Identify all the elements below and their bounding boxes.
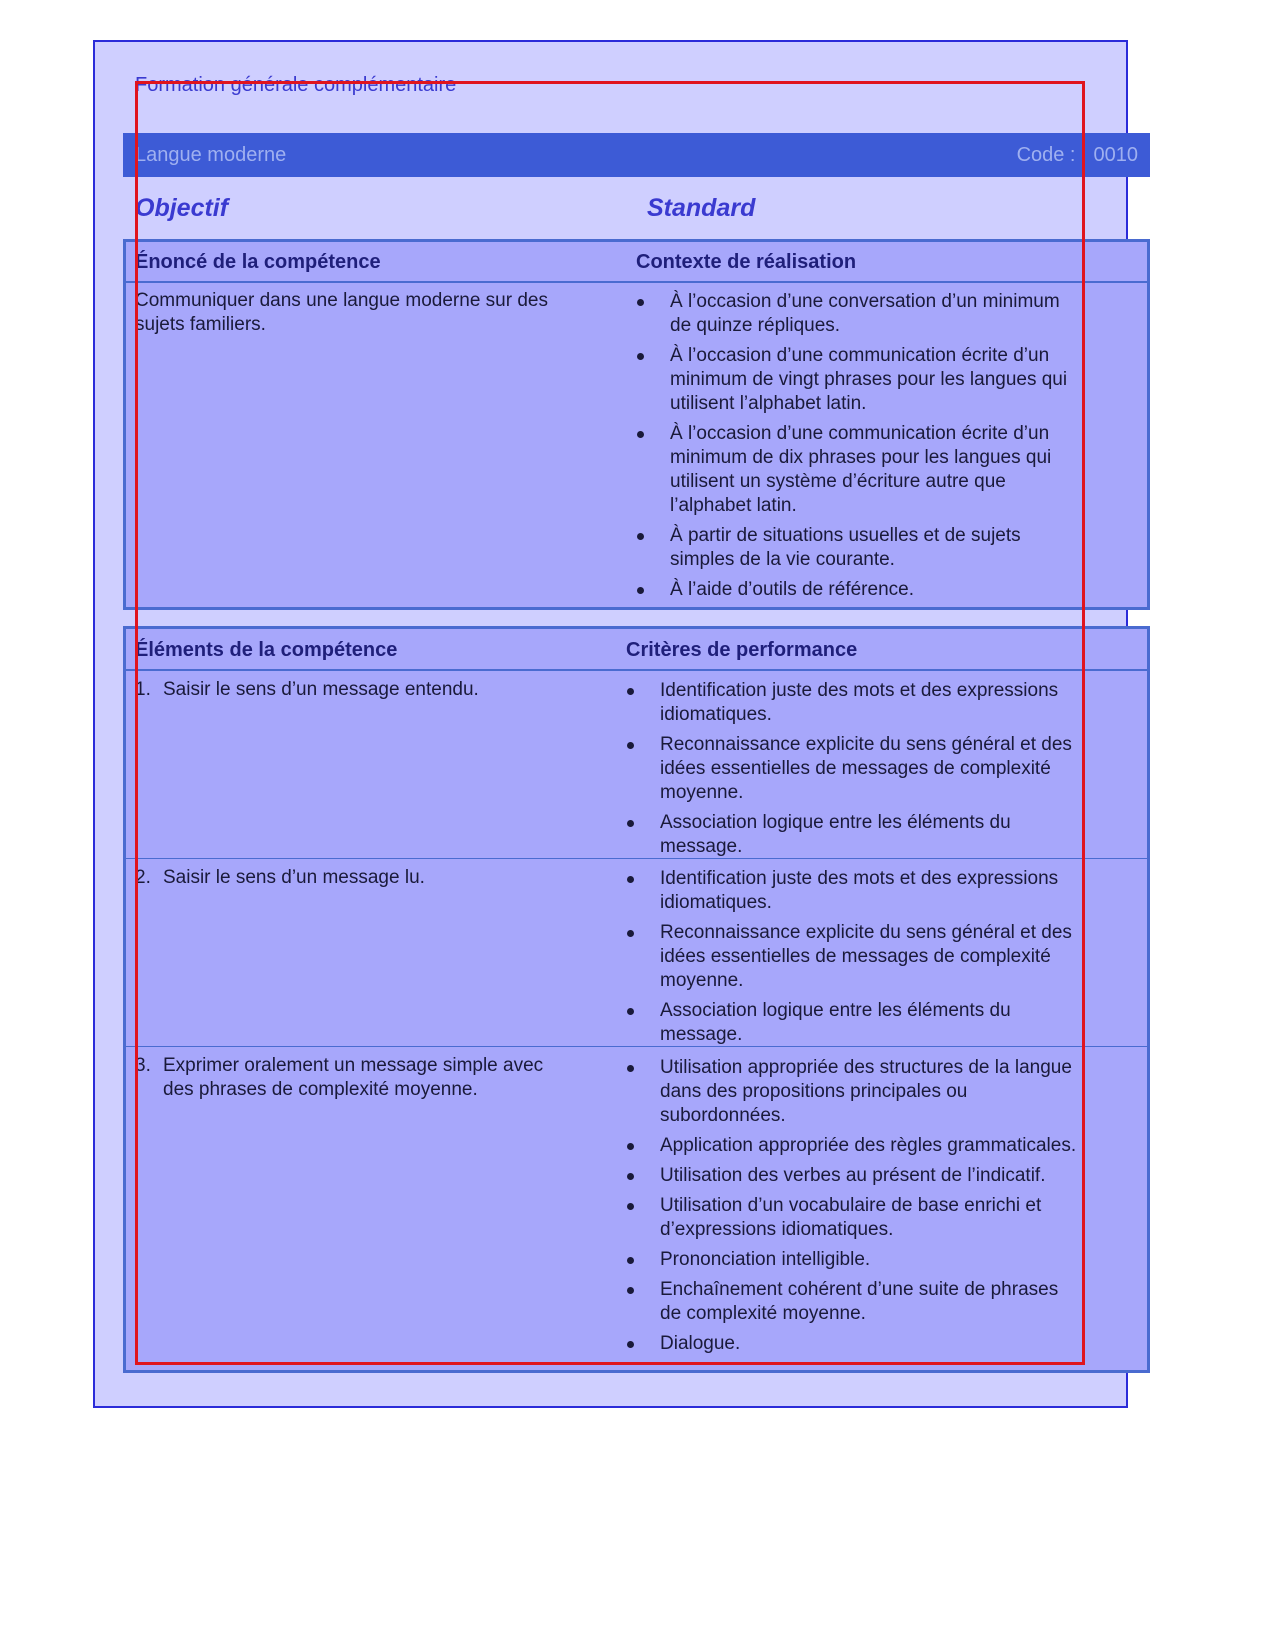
- subject-bar: [123, 133, 1150, 177]
- bullet-icon: [627, 1065, 634, 1072]
- header-divider: [126, 669, 1147, 671]
- list-item: Enchaînement cohérent d’une suite de phrases de complexité moyenne.: [623, 1278, 1103, 1326]
- list-item: Association logique entre les éléments du message.: [623, 999, 1103, 1047]
- list-item: À l’occasion d’une communication écrite d’un minimum de vingt phrases pour les langues qui utilisent l’alphabet latin.: [633, 344, 1103, 416]
- bullet-icon: [627, 820, 634, 827]
- criteria-list-1: [623, 679, 1103, 865]
- element-2: 2. Saisir le sens d’un message lu.: [135, 867, 425, 888]
- row-divider: [126, 1046, 1147, 1047]
- competence-statement: Communiquer dans une langue moderne sur des sujets familiers.: [135, 290, 548, 335]
- list-item: À l’aide d’outils de référence.: [633, 578, 1103, 602]
- bullet-icon: [627, 1257, 634, 1264]
- list-item: Identification juste des mots et des expressions idiomatiques.: [623, 679, 1103, 727]
- header-divider: [126, 281, 1147, 283]
- element-3: 3. Exprimer oralement un message simple avec des phrases de complexité moyenne.: [135, 1055, 544, 1100]
- list-item: Reconnaissance explicite du sens général et des idées essentielles de messages de complexité moyenne.: [623, 921, 1103, 993]
- bullet-icon: [627, 1173, 634, 1180]
- bullet-icon: [637, 587, 644, 594]
- course-code: [1017, 144, 1138, 167]
- list-item: À l’occasion d’une communication écrite d’un minimum de dix phrases pour les langues qui utilisent un système d’écriture autre que l’alphabet latin.: [633, 422, 1103, 518]
- objective-heading: Objectif: [135, 194, 229, 222]
- bullet-icon: [627, 1287, 634, 1294]
- list-item: Dialogue.: [623, 1332, 1103, 1356]
- bullet-icon: [627, 1203, 634, 1210]
- code-value: 0010: [1093, 144, 1138, 166]
- list-item: À partir de situations usuelles et de sujets simples de la vie courante.: [633, 524, 1103, 572]
- bullet-icon: [637, 353, 644, 360]
- criteria-list-3: [623, 1056, 1103, 1362]
- criteria-header: Critères de performance: [626, 639, 858, 661]
- element-1: 1. Saisir le sens d’un message entendu.: [135, 679, 479, 700]
- list-item: Association logique entre les éléments du message.: [623, 811, 1103, 859]
- subject-name: Langue moderne: [135, 144, 287, 166]
- statement-header: Énoncé de la compétence: [135, 251, 381, 273]
- bullet-icon: [637, 431, 644, 438]
- list-item: Utilisation appropriée des structures de la langue dans des propositions principales ou subordonnées.: [623, 1056, 1103, 1128]
- bullet-icon: [627, 688, 634, 695]
- row-divider: [126, 858, 1147, 859]
- document-title: Formation générale complémentaire: [135, 74, 457, 96]
- bullet-icon: [637, 533, 644, 540]
- context-list: [633, 290, 1103, 608]
- bullet-icon: [627, 742, 634, 749]
- bullet-icon: [627, 1008, 634, 1015]
- list-item: Prononciation intelligible.: [623, 1248, 1103, 1272]
- list-item: Application appropriée des règles grammaticales.: [623, 1134, 1103, 1158]
- bullet-icon: [627, 876, 634, 883]
- criteria-list-2: [623, 867, 1103, 1053]
- competence-table: [123, 239, 1150, 610]
- list-item: Utilisation des verbes au présent de l’indicatif.: [623, 1164, 1103, 1188]
- context-header: Contexte de réalisation: [636, 251, 857, 273]
- list-item: Utilisation d’un vocabulaire de base enrichi et d’expressions idiomatiques.: [623, 1194, 1103, 1242]
- code-label: Code :: [1016, 144, 1076, 166]
- list-item: Reconnaissance explicite du sens général et des idées essentielles de messages de complexité moyenne.: [623, 733, 1103, 805]
- bullet-icon: [627, 1341, 634, 1348]
- bullet-icon: [627, 930, 634, 937]
- bullet-icon: [627, 1143, 634, 1150]
- list-item: À l’occasion d’une conversation d’un minimum de quinze répliques.: [633, 290, 1103, 338]
- list-item: Identification juste des mots et des expressions idiomatiques.: [623, 867, 1103, 915]
- elements-table: [123, 626, 1150, 1373]
- standard-heading: Standard: [647, 194, 756, 222]
- bullet-icon: [637, 299, 644, 306]
- elements-header: Éléments de la compétence: [135, 639, 398, 661]
